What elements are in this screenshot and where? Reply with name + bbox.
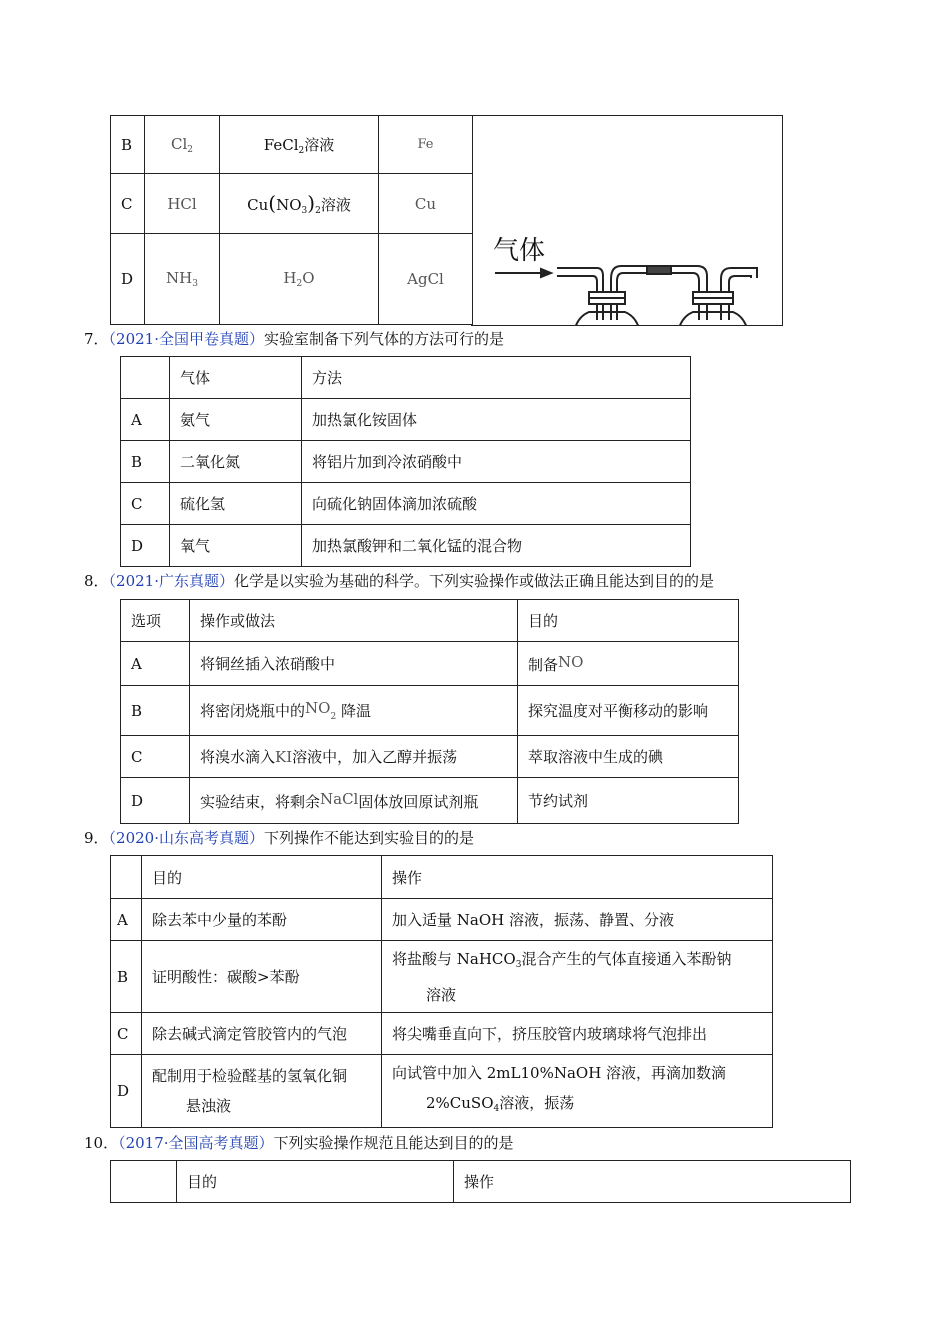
header-cell: 方法 xyxy=(302,357,691,399)
option-letter: D xyxy=(121,525,170,567)
table-row xyxy=(111,1055,773,1128)
table-row xyxy=(121,525,691,567)
option-letter: A xyxy=(121,642,190,686)
option-letter: C xyxy=(111,174,145,234)
table-header-row xyxy=(111,1161,851,1203)
question-10-stem xyxy=(84,1132,514,1153)
top-table xyxy=(110,115,473,325)
option-letter: A xyxy=(121,399,170,441)
table-row xyxy=(111,899,773,941)
solution-cell: $Cu(NO_3)_2$溶液 xyxy=(220,174,379,234)
question-number: 9． xyxy=(84,829,109,847)
question-number: 10． xyxy=(84,1134,119,1152)
operation-cell: 向试管中加入 2mL10%NaOH 溶液，再滴加数滴 2%CuSO$_4$溶液，振荡 xyxy=(382,1055,773,1128)
gas-label: 气体 xyxy=(493,236,546,266)
table-header-row xyxy=(121,357,691,399)
table-header-row xyxy=(121,600,739,642)
option-letter: D xyxy=(121,778,190,824)
solid-cell: Cu xyxy=(379,174,473,234)
header-cell xyxy=(121,357,170,399)
question-source: （2021·广东真题） xyxy=(108,572,234,590)
question-8-table xyxy=(120,599,739,824)
header-cell: 目的 xyxy=(142,856,382,899)
table-row xyxy=(121,736,739,778)
solid-cell: AgCl xyxy=(379,234,473,325)
question-9-table xyxy=(110,855,773,1128)
question-10-table xyxy=(110,1160,851,1203)
table-row xyxy=(121,399,691,441)
goal-cell: 配制用于检验醛基的氢氧化铜 悬浊液 xyxy=(142,1055,382,1128)
gas-cell: 二氧化氮 xyxy=(170,441,302,483)
question-number: 8． xyxy=(84,572,109,590)
operation-cell: 实验结束，将剩余NaCl固体放回原试剂瓶 xyxy=(190,778,518,824)
table-header-row xyxy=(111,856,773,899)
gas-cell: HCl xyxy=(145,174,220,234)
method-cell: 将铝片加到冷浓硝酸中 xyxy=(302,441,691,483)
gas-cell: $Cl_2$ xyxy=(145,116,220,174)
goal-cell: 制备NO xyxy=(518,642,739,686)
table-row xyxy=(121,642,739,686)
gas-cell: 硫化氢 xyxy=(170,483,302,525)
table-row xyxy=(111,116,473,174)
operation-cell: 将密闭烧瓶中的$NO_2$ 降温 xyxy=(190,686,518,736)
table-row xyxy=(111,1013,773,1055)
operation-cell: 将尖嘴垂直向下，挤压胶管内玻璃球将气泡排出 xyxy=(382,1013,773,1055)
goal-cell: 除去碱式滴定管胶管内的气泡 xyxy=(142,1013,382,1055)
goal-cell: 萃取溶液中生成的碘 xyxy=(518,736,739,778)
apparatus-figure xyxy=(471,115,783,326)
question-source: （2021·全国甲卷真题） xyxy=(108,330,264,348)
option-letter: B xyxy=(121,441,170,483)
question-text: 化学是以实验为基础的科学。下列实验操作或做法正确且能达到目的的是 xyxy=(234,572,715,590)
option-letter: D xyxy=(111,1055,142,1128)
method-cell: 加热氯化铵固体 xyxy=(302,399,691,441)
operation-cell: 加入适量 NaOH 溶液，振荡、静置、分液 xyxy=(382,899,773,941)
header-cell xyxy=(111,1161,177,1203)
gas-cell: 氨气 xyxy=(170,399,302,441)
header-cell: 目的 xyxy=(177,1161,454,1203)
question-9-stem xyxy=(84,827,474,848)
solution-cell: $H_2O$ xyxy=(220,234,379,325)
option-letter: C xyxy=(121,483,170,525)
question-8-stem xyxy=(84,570,714,591)
gas-cell: 氧气 xyxy=(170,525,302,567)
goal-cell: 探究温度对平衡移动的影响 xyxy=(518,686,739,736)
table-row xyxy=(111,174,473,234)
goal-cell: 证明酸性：碳酸>苯酚 xyxy=(142,941,382,1013)
option-letter: A xyxy=(111,899,142,941)
operation-cell: 将铜丝插入浓硝酸中 xyxy=(190,642,518,686)
header-cell: 选项 xyxy=(121,600,190,642)
table-row xyxy=(121,483,691,525)
goal-cell: 节约试剂 xyxy=(518,778,739,824)
question-text: 实验室制备下列气体的方法可行的是 xyxy=(264,330,505,348)
header-cell: 操作或做法 xyxy=(190,600,518,642)
table-row xyxy=(121,441,691,483)
header-cell xyxy=(111,856,142,899)
option-letter: B xyxy=(111,941,142,1013)
solid-cell: Fe xyxy=(379,116,473,174)
question-7-stem xyxy=(84,328,504,349)
question-source: （2020·山东高考真题） xyxy=(108,829,264,847)
question-7-table xyxy=(120,356,691,567)
option-letter: D xyxy=(111,234,145,325)
option-letter: C xyxy=(111,1013,142,1055)
option-letter: B xyxy=(121,686,190,736)
method-cell: 加热氯酸钾和二氧化锰的混合物 xyxy=(302,525,691,567)
table-row xyxy=(121,686,739,736)
gas-washing-bottles-diagram xyxy=(471,116,782,325)
table-row xyxy=(121,778,739,824)
table-row xyxy=(111,941,773,1013)
header-cell: 操作 xyxy=(382,856,773,899)
question-number: 7． xyxy=(84,330,109,348)
operation-cell: 将溴水滴入KI溶液中，加入乙醇并振荡 xyxy=(190,736,518,778)
option-letter: C xyxy=(121,736,190,778)
question-text: 下列实验操作规范且能达到目的的是 xyxy=(273,1134,514,1152)
operation-cell: 将盐酸与 NaHCO$_3$混合产生的气体直接通入苯酚钠 溶液 xyxy=(382,941,773,1013)
question-text: 下列操作不能达到实验目的的是 xyxy=(264,829,475,847)
method-cell: 向硫化钠固体滴加浓硫酸 xyxy=(302,483,691,525)
goal-cell: 除去苯中少量的苯酚 xyxy=(142,899,382,941)
option-letter: B xyxy=(111,116,145,174)
header-cell: 目的 xyxy=(518,600,739,642)
gas-cell: $NH_3$ xyxy=(145,234,220,325)
header-cell: 气体 xyxy=(170,357,302,399)
solution-cell: FeCl$_2$溶液 xyxy=(220,116,379,174)
question-source: （2017·全国高考真题） xyxy=(118,1134,274,1152)
table-row xyxy=(111,234,473,325)
header-cell: 操作 xyxy=(454,1161,851,1203)
